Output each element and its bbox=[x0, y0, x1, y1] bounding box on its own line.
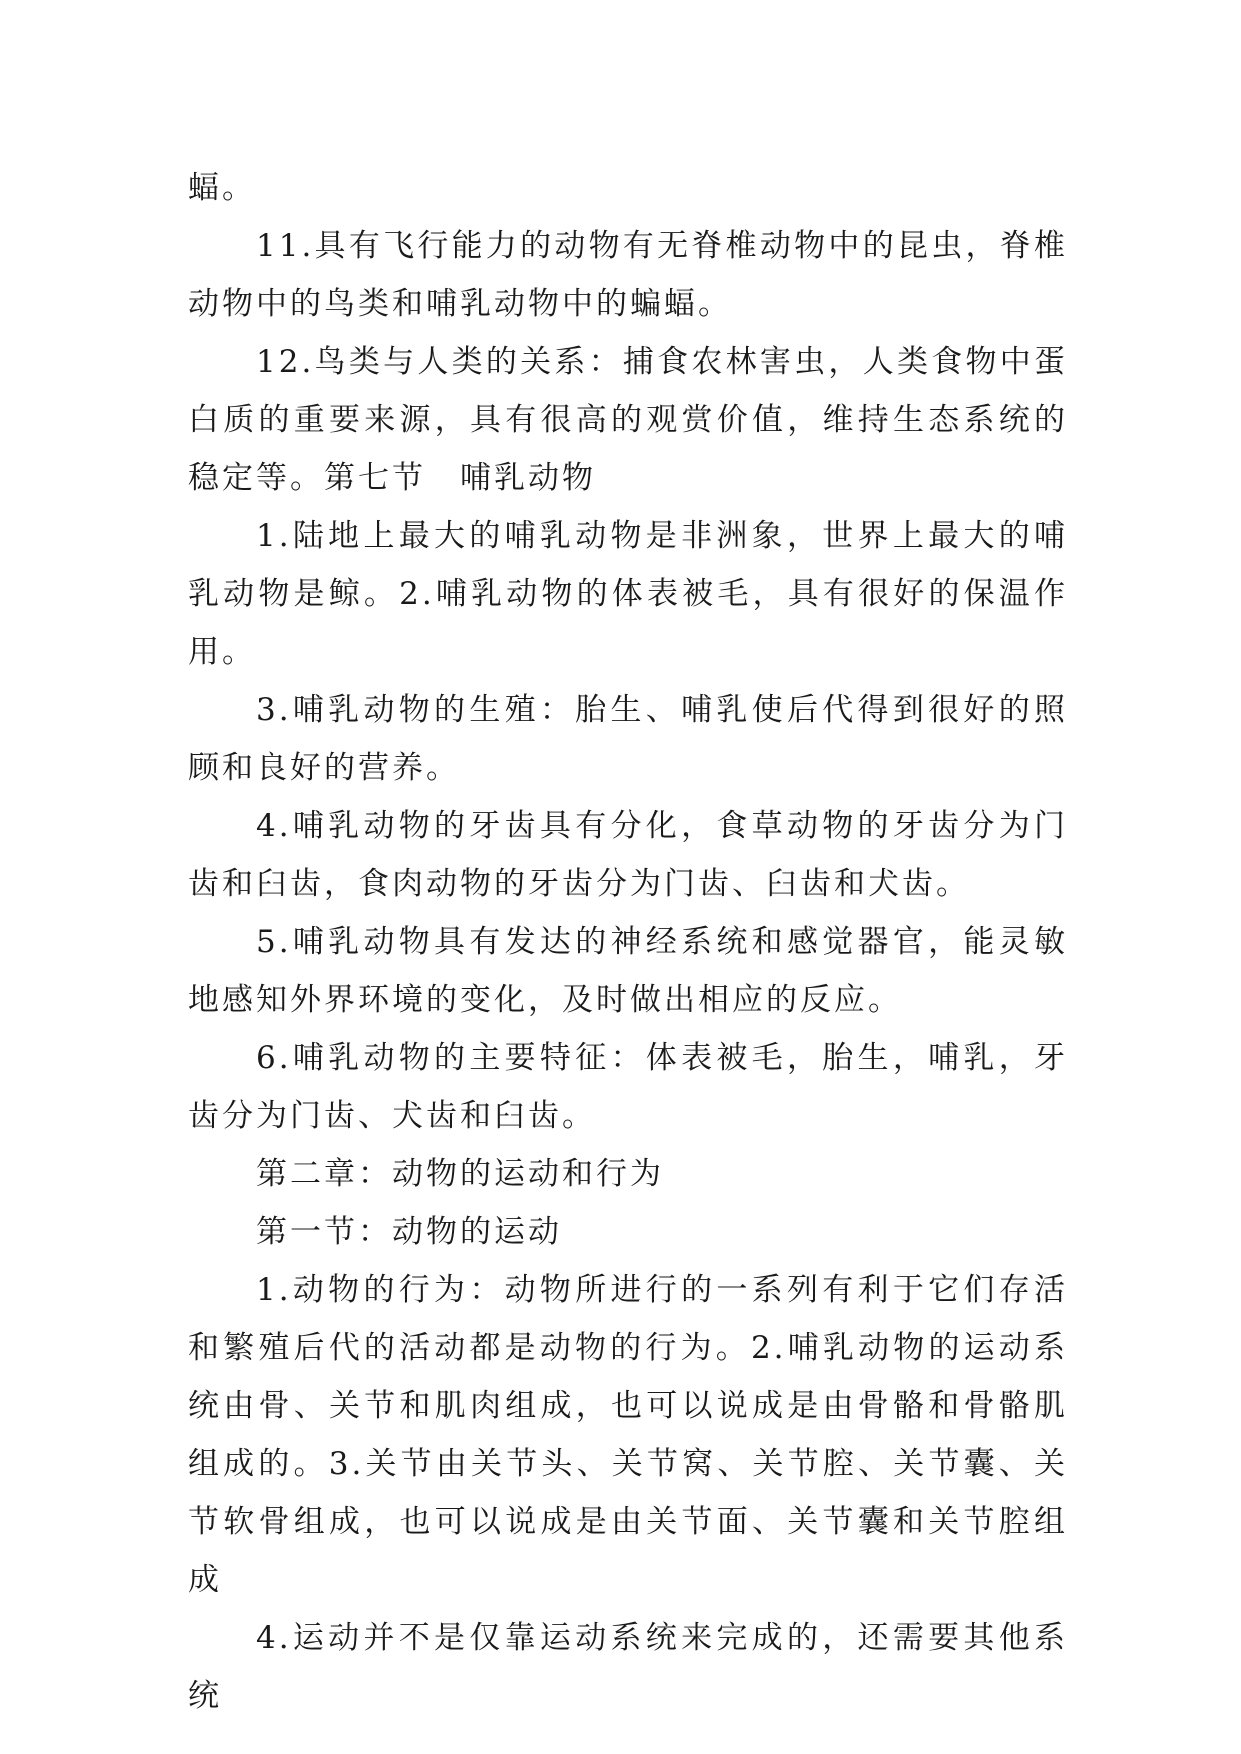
paragraph-mammal-1-2: 1.陆地上最大的哺乳动物是非洲象，世界上最大的哺乳动物是鲸。2.哺乳动物的体表被毛，具有很好的保温作用。 bbox=[188, 518, 1068, 670]
paragraph-mammal-5: 5.哺乳动物具有发达的神经系统和感觉器官，能灵敏地感知外界环境的变化，及时做出相应的反应。 bbox=[188, 924, 1068, 1018]
paragraph-mammal-3: 3.哺乳动物的生殖：胎生、哺乳使后代得到很好的照顾和良好的营养。 bbox=[188, 692, 1068, 786]
paragraph-item-11: 11.具有飞行能力的动物有无脊椎动物中的昆虫，脊椎动物中的鸟类和哺乳动物中的蝙蝠。 bbox=[188, 228, 1068, 322]
paragraph-mammal-4: 4.哺乳动物的牙齿具有分化，食草动物的牙齿分为门齿和臼齿，食肉动物的牙齿分为门齿、臼齿和犬齿。 bbox=[188, 808, 1068, 902]
chapter-heading: 第二章：动物的运动和行为 bbox=[256, 1156, 664, 1192]
paragraph-continuation: 蝠。 bbox=[188, 170, 256, 206]
section-heading: 第一节：动物的运动 bbox=[256, 1214, 562, 1250]
paragraph-movement-4: 4.运动并不是仅靠运动系统来完成的，还需要其他系统 bbox=[188, 1620, 1068, 1714]
paragraph-item-12: 12.鸟类与人类的关系：捕食农林害虫，人类食物中蛋白质的重要来源，具有很高的观赏价值，维持生态系统的稳定等。第七节 哺乳动物 bbox=[188, 344, 1068, 496]
document-body bbox=[188, 159, 1068, 1725]
paragraph-movement-1-3: 1.动物的行为：动物所进行的一系列有利于它们存活和繁殖后代的活动都是动物的行为。2.哺乳动物的运动系统由骨、关节和肌肉组成，也可以说成是由骨骼和骨骼肌组成的。3.关节由关节头、关节窝、关节腔、关节囊、关节软骨组成，也可以说成是由关节面、关节囊和关节腔组成 bbox=[188, 1272, 1068, 1598]
paragraph-mammal-6: 6.哺乳动物的主要特征：体表被毛，胎生，哺乳，牙齿分为门齿、犬齿和臼齿。 bbox=[188, 1040, 1068, 1134]
